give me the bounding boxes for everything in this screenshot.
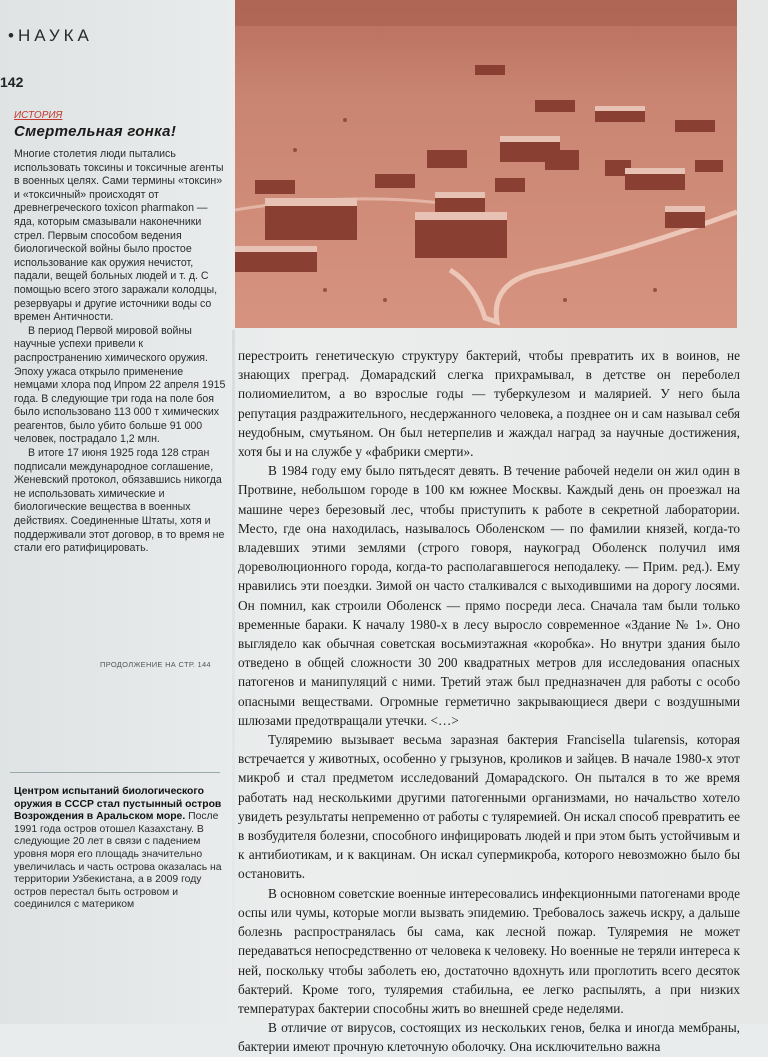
article-paragraph: В 1984 году ему было пятьдесят девять. В течение рабочей недели он жил один в Протвине, небольшом городе в 100 км южнее Москвы. Каждый день он проезжал на машине через березовый лес, чтобы приступить к работе в секретной лаборатории. Место, где она находилась, называлось Оболенском — по фамилии князей, когда-то владевших этими землями (строго говоря, наукоград Оболенск получил имя дореволюционного города, когда-то располагавшегося неподалеку. — Прим. ред.). Ему нравились эти поездки. Зимой он часто сталкивался с выходившими на дорогу лосями. Он помнил, как строили Оболенск — прямо посреди леса. Сначала там были только временные бараки. К началу 1980-х в лесу выросло современное «Здание № 1». Оно выглядело как обычная советская восьмиэтажная «коробка». Но внутри здания было отведено в общей сложности 30 200 квадратных метров для исследования опасных патогенов и манипуляций с ними. Третий этаж был предназначен для работы с особо опасными веществами. Огромные герметично закрывающиеся двери с воздушными шлюзами предотвращали утечки. <…> — [238, 463, 740, 728]
sidebar-paragraph: В итоге 17 июня 1925 года 128 стран подписали международное соглашение, Женевский протокол, обязавшись никогда не использовать химические и биологические вещества в военных действиях. Соединенные Штаты, хотя и поддерживали этот договор, в то время не стали его ратифицировать. — [14, 447, 225, 555]
column-gutter — [232, 330, 235, 1024]
caption-lead: Центром испытаний биологического оружия в СССР стал пустынный остров Возрождения в Аральском море. — [14, 786, 222, 823]
sidebar-paragraph: Многие столетия люди пытались использовать токсины и токсичные агенты в военных целях. Сами термины «токсин» и «токсичный» происходят от древнегреческого toxicon pharmakon — яда, которым смазывали наконечники стрел. Первым способом ведения биологической войны было простое использование как оружия нечистот, падали, вещей больных людей и т. д. С помощью всего этого заражали колодцы, резервуары и другие источники воды со времен Античности. — [14, 148, 224, 324]
photo-caption — [14, 786, 224, 912]
aerial-photo — [235, 0, 737, 328]
aerial-photo-icon — [235, 0, 737, 328]
sidebar-title: Смертельная гонка! — [14, 123, 177, 140]
sidebar-history — [14, 110, 226, 556]
continued-note: ПРОДОЛЖЕНИЕ НА СТР. 144 — [100, 660, 211, 669]
caption-divider — [10, 772, 220, 773]
page-number: 142 — [0, 74, 24, 90]
section-label: •НАУКА — [8, 26, 93, 45]
caption-text: После 1991 года остров отошел Казахстану. В следующие 20 лет в связи с падением уровня моря его площадь значительно увеличилась и часть острова оказалась на территории Узбекистана, а в 2009 году остров перестал быть островом и соединился с материком — [14, 811, 222, 911]
main-article — [238, 346, 740, 1057]
article-paragraph: Туляремию вызывает весьма заразная бактерия Francisella tularensis, которая встречается у животных, особенно у грызунов, кроликов и зайцев. В начале 1980-х этот микроб и стал предметом исследований Домарадского. Он пытался в то же время работать над несколькими другими патогенными организмами, но начальство хотело увидеть результаты непременно от работы с туляремией. Он искал способ превратить ее в возбудителя болезни, способного инфицировать людей и при этом быть устойчивым и к антибиотикам, и к вакцинам. Он искал супермикроба, которого невозможно было бы остановить. — [238, 732, 740, 882]
article-paragraph: В отличие от вирусов, состоящих из нескольких генов, белка и иногда мембраны, бактерии имеют прочную клеточную оболочку. Она исключительно важна — [238, 1020, 740, 1055]
sidebar-kicker: ИСТОРИЯ — [14, 110, 63, 121]
article-paragraph: перестроить генетическую структуру бактерий, чтобы превратить их в воинов, не знающих преград. Домарадский слегка прихрамывал, в детстве он переболел полиомиелитом, а во взрослые годы — туберкулезом и малярией. У него была репутация раздражительного, несдержанного человека, а позднее он и сам называл себя неудобным, смутьяном. Он был нетерпелив и жаждал наград за научные достижения, хотя бы и на службе у «фабрики смерти». — [238, 348, 740, 460]
sidebar-paragraph: В период Первой мировой войны научные успехи привели к распространению химического оружия. Эпоху ужаса открыло применение немцами хлора под Ипром 22 апреля 1915 года. В следующие три года на поле боя было использовано 113 000 т химических реагентов, было убито больше 91 000 человек, пострадало 1,2 млн. — [14, 324, 226, 446]
article-paragraph: В основном советские военные интересовались инфекционными патогенами вроде оспы или чумы, которые могли вызвать эпидемию. Требовалось зажечь искру, а дальше болезнь распространялась бы сама, как лесной пожар. Туляремия не может передаваться непосредственно от человека к человеку. Но военные не теряли интереса к ней, поскольку чтобы заболеть ею, достаточно вдохнуть или проглотить всего десяток бактерий. Кроме того, туляремия стабильна, ее легко распылять, а при низких температурах бактерии способны жить во внешней среде неделями. — [238, 885, 740, 1016]
